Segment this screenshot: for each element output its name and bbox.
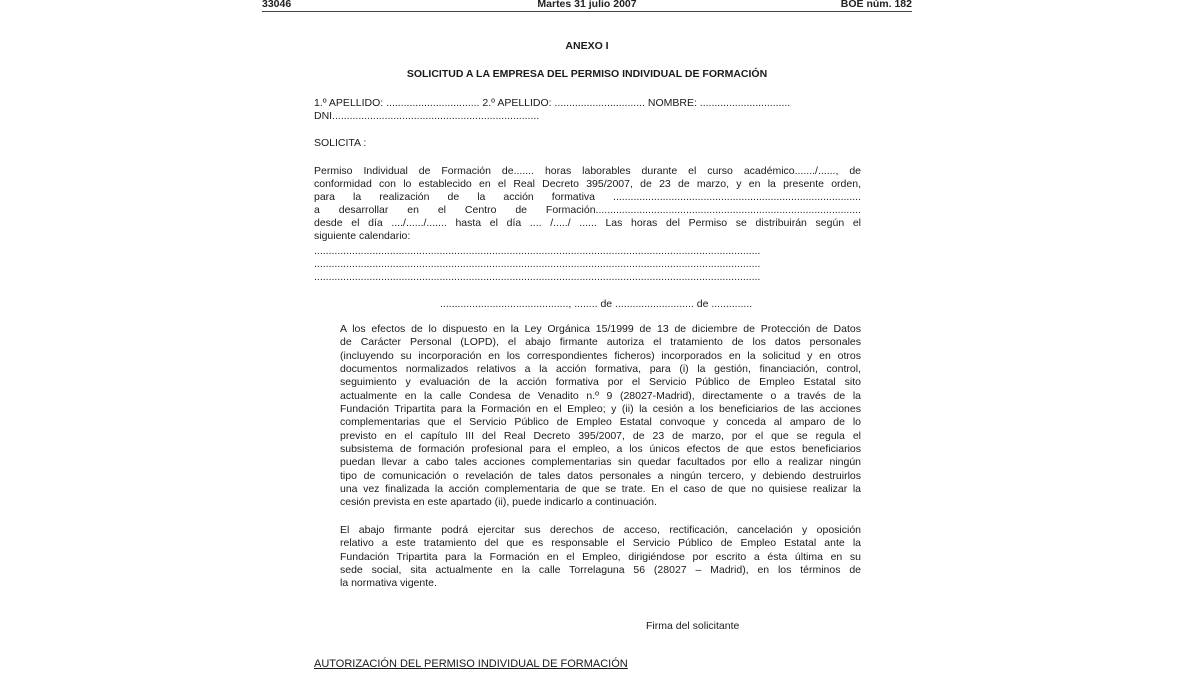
bulletin-number: BOE núm. 182 <box>840 0 912 10</box>
annex-subtitle: SOLICITUD A LA EMPRESA DEL PERMISO INDIVIDUAL DE FORMACIÓN <box>406 68 768 80</box>
lopd-paragraph: A los efectos de lo dispuesto en la Ley Orgánica 15/1999 de 13 de diciembre de Protección de Datos de Carácter Personal (LOPD), el abajo firmante autoriza el tratamiento de los datos personales (incluyendo su incorporación en los correspondientes ficheros) incorporados en la solicitud y en otros documentos normalizados relativos a la acción formativa, para (i) la gestión, financiación, control, seguimiento y evaluación de la acción formativa por el Servicio Público de Empleo Estatal sito actualmente en la calle Condesa de Venadito n.º 9 (28027-Madrid), directamente o a través de la Fundación Tripartita para la Formación en el Empleo; y (ii) la cesión a los beneficiarios de las acciones complementarias que el Servicio Público de Empleo Estatal convoque y conceda al amparo de lo previsto en el capítulo III del Real Decreto 395/2007, de 23 de marzo, por el que se regula el subsistema de formación profesional para el empleo, a los únicos efectos de que estos beneficiarios puedan llevar a cabo tales acciones complementarias sin quedar facultados por ello a realizar ningún tipo de comunicación o revelación de tales datos personales a ningún tercero, y debiendo destruirlos una vez finalizada la acción complementaria de que se trate. En el caso de que no quisiese realizar la cesión prevista en este apartado (ii), puede indicarlo a continuación. <box>340 323 861 509</box>
place-date-line: ............................................, ........ de ........................... de .............. <box>440 298 753 310</box>
request-line: a desarrollar en el Centro de Formación........................................................................................... <box>314 204 861 216</box>
dni-line: DNI....................................................................... <box>314 110 540 122</box>
request-line: siguiente calendario: <box>314 230 411 242</box>
request-line: para la realización de la acción formativa ..................................................................................... <box>314 191 861 203</box>
names-line: 1.º APELLIDO: ................................ 2.º APELLIDO: ............................... NOMBRE: ............................... <box>314 97 791 109</box>
calendar-dotted-line: ......................................................................................................................................................... <box>314 258 761 270</box>
request-line: Permiso Individual de Formación de....... horas laborables durante el curso académico......./......, de <box>314 165 861 177</box>
signature-label: Firma del solicitante <box>646 620 740 632</box>
page-number: 33046 <box>262 0 292 10</box>
calendar-dotted-line: ......................................................................................................................................................... <box>314 245 761 257</box>
header-rule <box>262 11 912 12</box>
rights-paragraph: El abajo firmante podrá ejercitar sus derechos de acceso, rectificación, cancelación y oposición relativo a este tratamiento del que es responsable el Servicio Público de Empleo Estatal ante la Fundación Tripartita para la Formación en el Empleo, dirigiéndose por escrito a ésta última en su sede social, sita actualmente en la calle Torrelaguna 56 (28027 – Madrid), en los términos de la normativa vigente. <box>340 524 861 590</box>
annex-title: ANEXO I <box>565 40 609 52</box>
request-line: desde el día ..../....../....... hasta el día .... /...../ ...... Las horas del Permiso se distribuirán según el <box>314 217 861 229</box>
header-date: Martes 31 julio 2007 <box>537 0 637 10</box>
authorization-heading: AUTORIZACIÓN DEL PERMISO INDIVIDUAL DE FORMACIÓN <box>314 658 628 670</box>
solicita-label: SOLICITA : <box>314 137 367 149</box>
request-line: conformidad con lo establecido en el Real Decreto 395/2007, de 23 de marzo, y en la presente orden, <box>314 178 861 190</box>
calendar-dotted-line: ......................................................................................................................................................... <box>314 271 761 283</box>
